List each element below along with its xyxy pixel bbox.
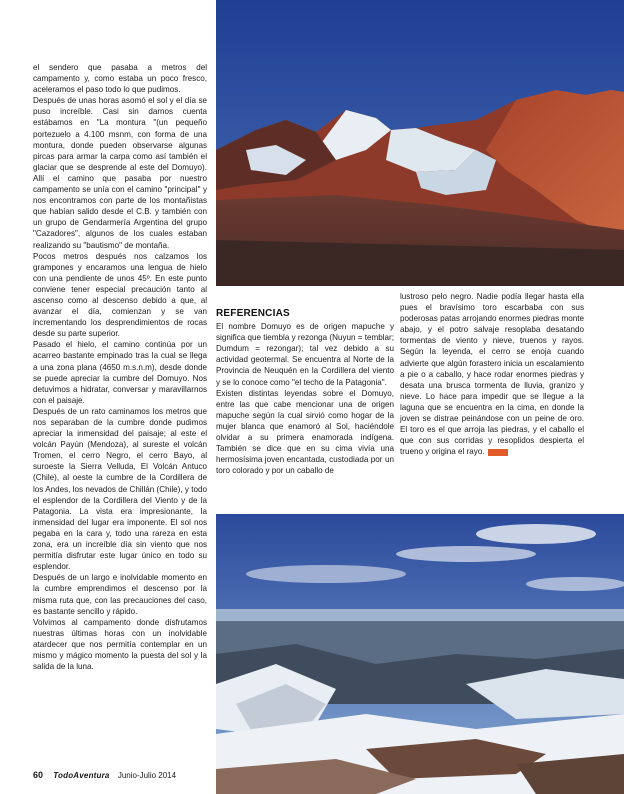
references-column	[216, 308, 394, 476]
paragraph: Pocos metros después nos calzamos los grampones y encaramos una lengua de hielo con una pendiente de unos 45º. En este punto conviene tener especial precaución tanto al ascenso como al descenso debido a que, al avanzar el día, comienzan y se van incrementando los desprendimientos de rocas desde su parte superior.	[33, 251, 207, 339]
paragraph: Volvimos al campamento donde disfrutamos nuestras últimas horas con un inolvidable atardecer que nos permitía contemplar en un mismo y mágico momento la puesta del sol y la salida de la luna.	[33, 617, 207, 672]
paragraph: lustroso pelo negro. Nadie podía llegar hasta ella pues el bravísimo toro escarbaba con sus poderosas patas arrojando enormes piedras monte abajo, y el potro salvaje resoplaba desatando tormentas de viento y nieve, truenos y rayos. Según la leyenda, el cerro se enoja cuando advierte que algún forastero inicia un escalamiento a pie o a caballo, y hace rodar enormes piedras y desata una brusca tormenta de lluvia, granizo y nieve. Lo hace para impedir que se llegue a la laguna que se encuentra en la cima, en donde la joven se distrae peinándose con un peine de oro. El toro es el que arroja las piedras, y el caballo el que con sus corridas y resoplidos despierta el trueno y origina el rayo.	[400, 292, 584, 457]
paragraph: Existen distintas leyendas sobre el Domuyo, entre las que cabe mencionar una de origen mapuche según la cual sirvió como hogar de la mujer blanca que enamoró al Sol, haciéndole olvidar a su primera enamorada indígena. También se dice que en su cima vivía una hermosísima joven encantada, custodiada por un toro colorado y por un caballo de	[216, 388, 394, 476]
paragraph: Después de un rato caminamos los metros que nos separaban de la cumbre donde pudimos apreciar la inmensidad del paisaje; al este el volcán Payún (Mendoza), al sureste el volcán Tromen, el cerro Negro, el cerro Bayo, al suroeste la Sierra Velluda, El Volcán Antuco (Chile), al oeste la cumbre de la Cordillera de los Andes, los nevados de Chillán (Chile), y todo el esplendor de la Cordillera del Viento y de la Patagonia. La vista era impresionante, la inmensidad del lugar era imponente. El sol nos pegaba en la cara y, todo una rareza en esta zona, era un increíble día sin viento que nos permitía disfrutar este lugar único en todo su esplendor.	[33, 406, 207, 572]
mountain-glacier-photo	[216, 0, 624, 286]
issue-date: Junio-Julio 2014	[117, 771, 177, 780]
paragraph: el sendero que pasaba a metros del campamento y, como estaba un poco fresco, aceleramos el paso todo lo que pudimos.	[33, 63, 207, 95]
end-of-article-mark	[488, 449, 508, 456]
references-heading: REFERENCIAS	[216, 308, 290, 319]
summit-view-photo	[216, 514, 624, 794]
page-number: 60	[33, 770, 44, 780]
paragraph: Después de un largo e inolvidable momento en la cumbre emprendimos el descenso por la misma ruta que, con las precauciones del caso, es bastante sencillo y rápido.	[33, 573, 207, 616]
left-text-column	[33, 62, 207, 672]
paragraph: Pasado el hielo, el camino continúa por un acarreo bastante empinado tras la cual se llega a una zona plana (4650 m.s.n.m), desde donde se puede apreciar la cumbre del Domuyo. Nos detuvimos a hidratar, conversar y maravillarnos con el paisaje.	[33, 340, 207, 405]
magazine-name: TodoAventura	[53, 771, 110, 780]
right-text-column	[400, 291, 584, 457]
paragraph: El nombre Domuyo es de origen mapuche y significa que tiembla y rezonga (Nuyun = temblar; Dumdum = rezongar); tal vez debido a su actividad geotermal. Se encuentra al Norte de la Provincia de Neuquén en la Cordillera del viento y se lo conoce como "el techo de la Patagonia".	[216, 322, 394, 387]
paragraph: Después de unas horas asomó el sol y el día se puso increíble. Casi sin darnos cuenta estábamos en "La montura "(un pequeño portezuelo a 4.100 msnm, con forma de una montura, donde pueden observarse algunas pircas para armar la carpa como así también el glaciar que se desprende al este del Domuyo). Allí el camino que pasaba por nuestro campamento se unía con el camino "principal" y nos encontramos con parte de los montañistas que habían salido desde el C.B. y también con un grupo de Gendarmería Argentina del grupo "Cazadores", algunos de los cuales estaban realizando su "bautismo" de montaña.	[33, 96, 207, 250]
paragraph-with-end	[400, 291, 584, 457]
page-footer	[33, 770, 176, 782]
